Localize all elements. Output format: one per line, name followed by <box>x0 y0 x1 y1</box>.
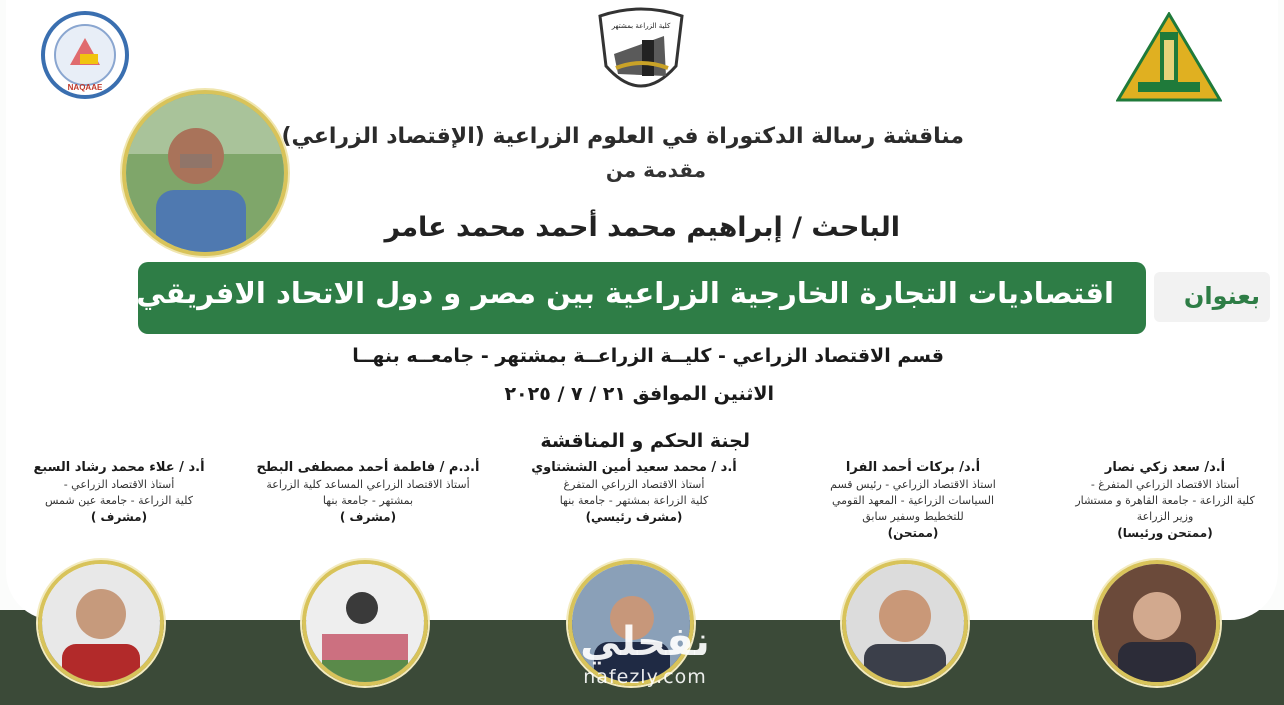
member-name: أ.د.م / فاطمة أحمد مصطفى البطح <box>256 460 480 475</box>
svg-text:كلية الزراعة بمشتهر: كلية الزراعة بمشتهر <box>611 22 671 30</box>
member-name: أ.د/ بركات أحمد الفرا <box>845 460 981 475</box>
discussion-heading: مناقشة رسالة الدكتوراة في العلوم الزراعية (الإقتصاد الزراعي) <box>281 124 964 149</box>
committee-member <box>248 460 488 524</box>
member-name: أ.د/ سعد زكي نصار <box>1104 460 1226 475</box>
svg-text:NAQAAE: NAQAAE <box>67 83 103 92</box>
committee-member <box>1062 460 1268 540</box>
member-photo <box>842 560 968 686</box>
member-role: (مشرف ) <box>90 510 148 524</box>
researcher-photo <box>122 90 288 256</box>
thesis-title-bar <box>138 262 1146 334</box>
member-name: أ.د / علاء محمد رشاد السبع <box>33 460 205 475</box>
committee-member <box>514 460 754 524</box>
committee-title: لجنة الحكم و المناقشة <box>540 430 750 452</box>
member-desc: أستاذ الاقتصاد الزراعي المتفرغ - كلية الزراعة - جامعة القاهرة و مستشار وزير الزراعة <box>1075 478 1255 523</box>
member-role: (ممتحن ورئيسا) <box>1117 526 1213 540</box>
presented-by: مقدمة من <box>605 158 706 182</box>
benha-university-logo <box>1116 12 1222 104</box>
date-line: الاثنين الموافق ٢١ / ٧ / ٢٠٢٥ <box>504 383 774 405</box>
member-desc: استاذ الاقتصاد الزراعي - رئيس قسم السياسات الزراعية - المعهد القومي للتخطيط وسفير سابق <box>830 478 996 523</box>
member-photo <box>302 560 428 686</box>
member-role: (ممتحن) <box>887 526 939 540</box>
member-desc: أستاذ الاقتصاد الزراعي - كلية الزراعة - جامعة عين شمس <box>45 478 193 507</box>
thesis-label: بعنوان <box>1183 282 1260 310</box>
member-desc: أستاذ الاقتصاد الزراعي المتفرغ كلية الزراعة بمشتهر - جامعة بنها <box>559 478 709 507</box>
thesis-title: اقتصاديات التجارة الخارجية الزراعية بين مصر و دول الاتحاد الافريقي <box>136 276 1114 310</box>
member-photo <box>38 560 164 686</box>
member-name: أ.د / محمد سعيد أمين الششتاوي <box>531 460 737 475</box>
member-role: (مشرف رئيسي) <box>585 510 683 524</box>
watermark <box>560 618 730 702</box>
member-role: (مشرف ) <box>339 510 397 524</box>
department-line: قسم الاقتصاد الزراعي - كليــة الزراعــة بمشتهر - جامعــه بنهــا <box>352 345 944 367</box>
member-desc: أستاذ الاقتصاد الزراعي المساعد كلية الزراعة بمشتهر - جامعة بنها <box>266 478 470 507</box>
researcher-name: الباحث / إبراهيم محمد أحمد محمد عامر <box>384 212 900 243</box>
watermark-arabic: نفحلي <box>580 619 710 665</box>
committee-member <box>14 460 224 524</box>
thesis-label-tag <box>1154 272 1270 322</box>
member-photo <box>1094 560 1220 686</box>
quality-assurance-logo <box>40 10 130 100</box>
watermark-url: nafezly.com <box>583 666 707 688</box>
committee-member <box>808 460 1018 540</box>
faculty-logo <box>594 6 688 104</box>
